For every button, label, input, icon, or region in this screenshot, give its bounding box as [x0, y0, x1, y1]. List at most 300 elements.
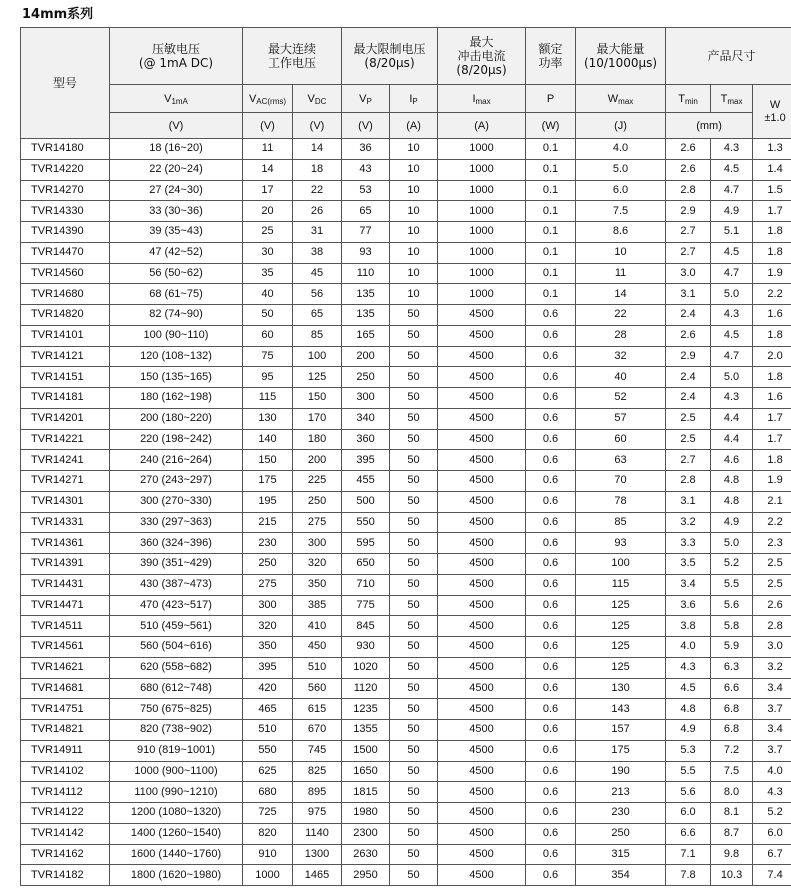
cell-w: 2.8 [753, 616, 791, 637]
table-row [21, 242, 791, 263]
cell-vac: 17 [243, 180, 293, 201]
symbol-vac: $V_{AC(rms)}$ [243, 85, 293, 113]
cell-ip: 50 [390, 574, 438, 595]
cell-vac: 725 [243, 803, 293, 824]
cell-imax: 1000 [438, 159, 526, 180]
cell-model: TVR14102 [21, 761, 110, 782]
cell-model: TVR14162 [21, 844, 110, 865]
cell-tmin: 3.5 [666, 554, 711, 575]
cell-imax: 1000 [438, 222, 526, 243]
cell-imax: 4500 [438, 471, 526, 492]
symbol-vdc: $V_{DC}$ [293, 85, 342, 113]
cell-vac: 11 [243, 139, 293, 160]
cell-wmax: 157 [576, 720, 666, 741]
cell-imax: 4500 [438, 740, 526, 761]
cell-vac: 95 [243, 367, 293, 388]
cell-varistor-voltage: 33 (30~36) [110, 201, 243, 222]
cell-power: 0.6 [526, 429, 576, 450]
cell-vac: 215 [243, 512, 293, 533]
cell-tmin: 2.9 [666, 346, 711, 367]
cell-ip: 50 [390, 346, 438, 367]
cell-vdc: 250 [293, 491, 342, 512]
table-row [21, 491, 791, 512]
cell-vp: 135 [342, 284, 390, 305]
cell-wmax: 6.0 [576, 180, 666, 201]
cell-vdc: 180 [293, 429, 342, 450]
cell-w: 2.3 [753, 533, 791, 554]
header-varistor-voltage: 压敏电压 (@ 1mA DC) [110, 28, 243, 85]
cell-vac: 395 [243, 657, 293, 678]
cell-w: 1.8 [753, 222, 791, 243]
cell-varistor-voltage: 47 (42~52) [110, 242, 243, 263]
cell-vdc: 100 [293, 346, 342, 367]
table-row [21, 844, 791, 865]
cell-model: TVR14180 [21, 139, 110, 160]
cell-model: TVR14271 [21, 471, 110, 492]
cell-tmin: 5.5 [666, 761, 711, 782]
cell-wmax: 115 [576, 574, 666, 595]
cell-wmax: 70 [576, 471, 666, 492]
cell-vp: 200 [342, 346, 390, 367]
cell-power: 0.1 [526, 263, 576, 284]
cell-vp: 455 [342, 471, 390, 492]
cell-vp: 1980 [342, 803, 390, 824]
cell-tmin: 3.1 [666, 491, 711, 512]
cell-wmax: 60 [576, 429, 666, 450]
cell-power: 0.1 [526, 139, 576, 160]
cell-ip: 50 [390, 720, 438, 741]
cell-tmin: 3.2 [666, 512, 711, 533]
cell-power: 0.6 [526, 616, 576, 637]
cell-vac: 25 [243, 222, 293, 243]
cell-wmax: 125 [576, 657, 666, 678]
cell-tmax: 4.9 [711, 512, 753, 533]
cell-model: TVR14182 [21, 865, 110, 886]
cell-vp: 650 [342, 554, 390, 575]
cell-vp: 710 [342, 574, 390, 595]
header-max-energy: 最大能量 (10/1000μs) [576, 28, 666, 85]
cell-tmax: 4.4 [711, 408, 753, 429]
cell-varistor-voltage: 220 (198~242) [110, 429, 243, 450]
cell-vdc: 300 [293, 533, 342, 554]
cell-w: 4.0 [753, 761, 791, 782]
cell-tmin: 4.5 [666, 678, 711, 699]
table-row [21, 823, 791, 844]
cell-wmax: 100 [576, 554, 666, 575]
cell-wmax: 250 [576, 823, 666, 844]
cell-w: 6.7 [753, 844, 791, 865]
cell-vp: 845 [342, 616, 390, 637]
cell-tmax: 8.1 [711, 803, 753, 824]
cell-tmax: 5.0 [711, 367, 753, 388]
cell-imax: 4500 [438, 803, 526, 824]
cell-vp: 340 [342, 408, 390, 429]
cell-imax: 1000 [438, 139, 526, 160]
table-row [21, 325, 791, 346]
cell-tmax: 5.0 [711, 284, 753, 305]
cell-vac: 130 [243, 408, 293, 429]
unit-dimensions: (mm) [666, 113, 753, 139]
cell-power: 0.1 [526, 180, 576, 201]
cell-vac: 195 [243, 491, 293, 512]
cell-vac: 150 [243, 450, 293, 471]
cell-power: 0.6 [526, 657, 576, 678]
cell-tmax: 5.8 [711, 616, 753, 637]
cell-w: 2.2 [753, 284, 791, 305]
cell-tmin: 2.7 [666, 450, 711, 471]
cell-tmin: 2.5 [666, 429, 711, 450]
cell-wmax: 130 [576, 678, 666, 699]
cell-model: TVR14301 [21, 491, 110, 512]
cell-varistor-voltage: 510 (459~561) [110, 616, 243, 637]
cell-power: 0.1 [526, 222, 576, 243]
table-row [21, 305, 791, 326]
cell-ip: 10 [390, 284, 438, 305]
cell-w: 1.8 [753, 325, 791, 346]
cell-imax: 4500 [438, 554, 526, 575]
cell-varistor-voltage: 1600 (1440~1760) [110, 844, 243, 865]
cell-tmin: 2.8 [666, 471, 711, 492]
cell-wmax: 10 [576, 242, 666, 263]
cell-ip: 10 [390, 159, 438, 180]
cell-w: 2.0 [753, 346, 791, 367]
cell-vac: 510 [243, 720, 293, 741]
cell-w: 2.5 [753, 574, 791, 595]
cell-wmax: 57 [576, 408, 666, 429]
cell-w: 3.7 [753, 699, 791, 720]
cell-power: 0.6 [526, 491, 576, 512]
cell-vdc: 125 [293, 367, 342, 388]
cell-model: TVR14361 [21, 533, 110, 554]
cell-varistor-voltage: 1200 (1080~1320) [110, 803, 243, 824]
cell-tmin: 3.6 [666, 595, 711, 616]
cell-tmin: 3.4 [666, 574, 711, 595]
cell-varistor-voltage: 56 (50~62) [110, 263, 243, 284]
cell-tmax: 4.3 [711, 388, 753, 409]
table-row [21, 574, 791, 595]
cell-tmax: 7.2 [711, 740, 753, 761]
cell-vac: 20 [243, 201, 293, 222]
cell-imax: 4500 [438, 491, 526, 512]
cell-wmax: 32 [576, 346, 666, 367]
cell-wmax: 40 [576, 367, 666, 388]
cell-wmax: 63 [576, 450, 666, 471]
cell-varistor-voltage: 200 (180~220) [110, 408, 243, 429]
cell-vdc: 56 [293, 284, 342, 305]
cell-imax: 1000 [438, 284, 526, 305]
cell-vdc: 450 [293, 637, 342, 658]
cell-tmin: 2.6 [666, 325, 711, 346]
cell-vdc: 65 [293, 305, 342, 326]
table-row [21, 284, 791, 305]
cell-w: 3.7 [753, 740, 791, 761]
cell-vdc: 825 [293, 761, 342, 782]
table-row [21, 761, 791, 782]
cell-vdc: 1465 [293, 865, 342, 886]
unit-vac: (V) [243, 113, 293, 139]
cell-varistor-voltage: 390 (351~429) [110, 554, 243, 575]
cell-varistor-voltage: 680 (612~748) [110, 678, 243, 699]
cell-vdc: 670 [293, 720, 342, 741]
cell-w: 7.4 [753, 865, 791, 886]
cell-vac: 30 [243, 242, 293, 263]
cell-vdc: 225 [293, 471, 342, 492]
cell-w: 2.2 [753, 512, 791, 533]
cell-imax: 4500 [438, 699, 526, 720]
cell-tmin: 2.5 [666, 408, 711, 429]
cell-power: 0.6 [526, 720, 576, 741]
cell-model: TVR14621 [21, 657, 110, 678]
cell-tmax: 4.7 [711, 180, 753, 201]
cell-power: 0.6 [526, 595, 576, 616]
cell-vac: 350 [243, 637, 293, 658]
cell-tmax: 5.2 [711, 554, 753, 575]
cell-varistor-voltage: 330 (297~363) [110, 512, 243, 533]
cell-w: 3.0 [753, 637, 791, 658]
cell-varistor-voltage: 1400 (1260~1540) [110, 823, 243, 844]
table-row [21, 180, 791, 201]
cell-tmin: 4.3 [666, 657, 711, 678]
cell-varistor-voltage: 1100 (990~1210) [110, 782, 243, 803]
cell-vdc: 26 [293, 201, 342, 222]
table-row [21, 201, 791, 222]
cell-tmax: 4.3 [711, 305, 753, 326]
cell-tmin: 7.1 [666, 844, 711, 865]
cell-tmax: 6.8 [711, 720, 753, 741]
table-row [21, 367, 791, 388]
table-row [21, 595, 791, 616]
cell-tmax: 4.5 [711, 159, 753, 180]
cell-imax: 4500 [438, 637, 526, 658]
cell-ip: 50 [390, 844, 438, 865]
cell-ip: 50 [390, 533, 438, 554]
cell-ip: 50 [390, 367, 438, 388]
cell-tmin: 2.4 [666, 367, 711, 388]
cell-vac: 40 [243, 284, 293, 305]
cell-tmax: 4.7 [711, 263, 753, 284]
cell-wmax: 85 [576, 512, 666, 533]
cell-imax: 4500 [438, 346, 526, 367]
table-row [21, 222, 791, 243]
cell-power: 0.6 [526, 823, 576, 844]
cell-power: 0.6 [526, 325, 576, 346]
cell-wmax: 78 [576, 491, 666, 512]
cell-wmax: 143 [576, 699, 666, 720]
cell-power: 0.6 [526, 554, 576, 575]
cell-model: TVR14121 [21, 346, 110, 367]
cell-tmin: 3.3 [666, 533, 711, 554]
cell-imax: 4500 [438, 720, 526, 741]
cell-w: 5.2 [753, 803, 791, 824]
cell-tmax: 8.7 [711, 823, 753, 844]
table-row [21, 803, 791, 824]
cell-w: 2.5 [753, 554, 791, 575]
cell-ip: 50 [390, 823, 438, 844]
cell-wmax: 190 [576, 761, 666, 782]
cell-varistor-voltage: 1800 (1620~1980) [110, 865, 243, 886]
table-row [21, 699, 791, 720]
cell-vac: 50 [243, 305, 293, 326]
cell-wmax: 5.0 [576, 159, 666, 180]
table-row [21, 657, 791, 678]
cell-imax: 1000 [438, 180, 526, 201]
cell-varistor-voltage: 39 (35~43) [110, 222, 243, 243]
cell-model: TVR14431 [21, 574, 110, 595]
symbol-p: P [526, 85, 576, 113]
cell-vac: 175 [243, 471, 293, 492]
table-body [21, 139, 791, 886]
cell-vp: 135 [342, 305, 390, 326]
cell-model: TVR14681 [21, 678, 110, 699]
cell-vp: 65 [342, 201, 390, 222]
cell-power: 0.6 [526, 678, 576, 699]
cell-imax: 4500 [438, 305, 526, 326]
cell-tmax: 5.0 [711, 533, 753, 554]
cell-tmax: 8.0 [711, 782, 753, 803]
cell-model: TVR14122 [21, 803, 110, 824]
header-dimensions: 产品尺寸 [666, 28, 791, 85]
cell-imax: 4500 [438, 823, 526, 844]
cell-model: TVR14751 [21, 699, 110, 720]
cell-ip: 50 [390, 388, 438, 409]
cell-vac: 910 [243, 844, 293, 865]
cell-tmax: 4.8 [711, 471, 753, 492]
cell-vp: 550 [342, 512, 390, 533]
cell-vdc: 85 [293, 325, 342, 346]
cell-power: 0.6 [526, 533, 576, 554]
cell-model: TVR14270 [21, 180, 110, 201]
cell-vp: 930 [342, 637, 390, 658]
cell-varistor-voltage: 100 (90~110) [110, 325, 243, 346]
cell-tmin: 2.4 [666, 305, 711, 326]
cell-tmax: 5.1 [711, 222, 753, 243]
cell-model: TVR14471 [21, 595, 110, 616]
cell-wmax: 22 [576, 305, 666, 326]
cell-ip: 10 [390, 242, 438, 263]
cell-power: 0.6 [526, 367, 576, 388]
cell-power: 0.6 [526, 305, 576, 326]
cell-wmax: 4.0 [576, 139, 666, 160]
cell-power: 0.6 [526, 803, 576, 824]
cell-imax: 4500 [438, 533, 526, 554]
cell-vp: 1120 [342, 678, 390, 699]
cell-ip: 50 [390, 408, 438, 429]
cell-ip: 50 [390, 637, 438, 658]
cell-tmax: 6.3 [711, 657, 753, 678]
cell-ip: 50 [390, 803, 438, 824]
header-model: 型号 [21, 28, 110, 139]
cell-imax: 4500 [438, 408, 526, 429]
cell-tmin: 7.8 [666, 865, 711, 886]
cell-ip: 50 [390, 699, 438, 720]
cell-model: TVR14820 [21, 305, 110, 326]
cell-w: 1.8 [753, 367, 791, 388]
cell-varistor-voltage: 150 (135~165) [110, 367, 243, 388]
cell-wmax: 11 [576, 263, 666, 284]
table-row [21, 740, 791, 761]
cell-power: 0.6 [526, 761, 576, 782]
cell-vac: 75 [243, 346, 293, 367]
symbol-v1ma: $V_{1mA}$ [110, 85, 243, 113]
cell-w: 1.9 [753, 263, 791, 284]
cell-tmin: 2.7 [666, 222, 711, 243]
cell-vac: 320 [243, 616, 293, 637]
cell-vp: 53 [342, 180, 390, 201]
cell-wmax: 7.5 [576, 201, 666, 222]
table-row [21, 159, 791, 180]
cell-vac: 275 [243, 574, 293, 595]
cell-vdc: 510 [293, 657, 342, 678]
cell-varistor-voltage: 82 (74~90) [110, 305, 243, 326]
symbol-tmax: $T_{max}$ [711, 85, 753, 113]
cell-vac: 465 [243, 699, 293, 720]
unit-vdc: (V) [293, 113, 342, 139]
cell-vp: 110 [342, 263, 390, 284]
cell-imax: 4500 [438, 450, 526, 471]
cell-varistor-voltage: 910 (819~1001) [110, 740, 243, 761]
cell-imax: 4500 [438, 574, 526, 595]
cell-power: 0.6 [526, 512, 576, 533]
cell-varistor-voltage: 560 (504~616) [110, 637, 243, 658]
cell-power: 0.6 [526, 637, 576, 658]
cell-tmin: 2.4 [666, 388, 711, 409]
symbol-ip: $I_P$ [390, 85, 438, 113]
cell-vp: 43 [342, 159, 390, 180]
cell-power: 0.1 [526, 159, 576, 180]
cell-vp: 165 [342, 325, 390, 346]
cell-model: TVR14101 [21, 325, 110, 346]
cell-ip: 50 [390, 616, 438, 637]
cell-ip: 50 [390, 678, 438, 699]
cell-w: 1.6 [753, 305, 791, 326]
cell-varistor-voltage: 470 (423~517) [110, 595, 243, 616]
cell-wmax: 315 [576, 844, 666, 865]
cell-vac: 60 [243, 325, 293, 346]
cell-model: TVR14142 [21, 823, 110, 844]
cell-tmin: 2.6 [666, 139, 711, 160]
cell-vp: 77 [342, 222, 390, 243]
cell-wmax: 52 [576, 388, 666, 409]
cell-vp: 775 [342, 595, 390, 616]
cell-imax: 1000 [438, 263, 526, 284]
cell-tmax: 4.5 [711, 242, 753, 263]
cell-ip: 50 [390, 491, 438, 512]
cell-ip: 50 [390, 512, 438, 533]
cell-tmax: 5.5 [711, 574, 753, 595]
cell-varistor-voltage: 27 (24~30) [110, 180, 243, 201]
cell-w: 1.3 [753, 139, 791, 160]
cell-vdc: 275 [293, 512, 342, 533]
cell-vdc: 200 [293, 450, 342, 471]
cell-tmin: 6.6 [666, 823, 711, 844]
cell-tmin: 2.8 [666, 180, 711, 201]
cell-vdc: 615 [293, 699, 342, 720]
cell-model: TVR14391 [21, 554, 110, 575]
symbol-imax: $I_{max}$ [438, 85, 526, 113]
cell-wmax: 14 [576, 284, 666, 305]
cell-vdc: 14 [293, 139, 342, 160]
cell-vp: 93 [342, 242, 390, 263]
cell-tmax: 7.5 [711, 761, 753, 782]
table-row [21, 720, 791, 741]
cell-varistor-voltage: 240 (216~264) [110, 450, 243, 471]
table-row [21, 782, 791, 803]
unit-ip: (A) [390, 113, 438, 139]
cell-vdc: 170 [293, 408, 342, 429]
cell-varistor-voltage: 120 (108~132) [110, 346, 243, 367]
cell-model: TVR14201 [21, 408, 110, 429]
cell-vp: 1020 [342, 657, 390, 678]
